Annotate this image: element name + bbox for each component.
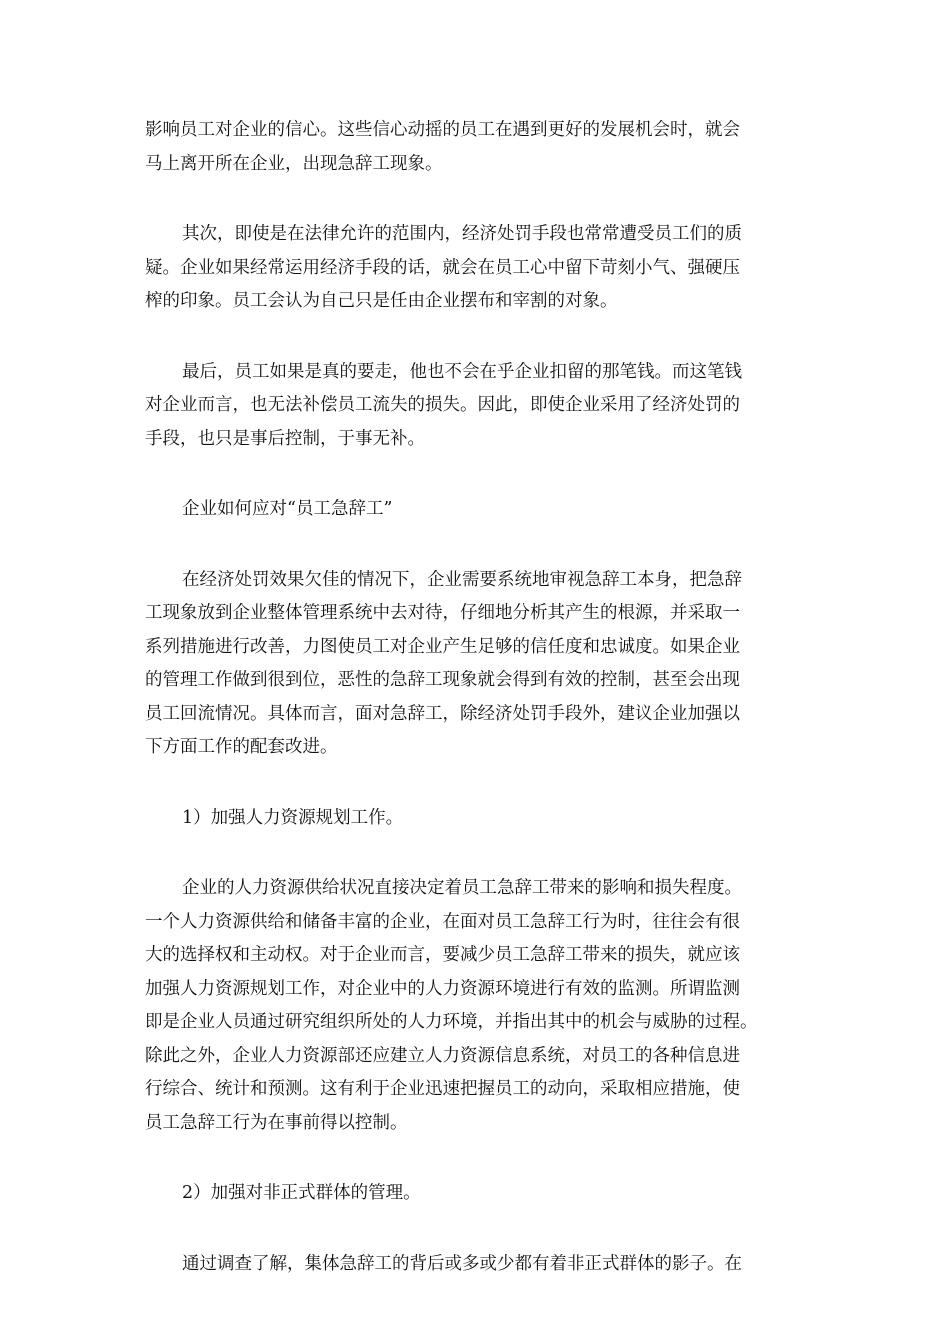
paragraph [145,1248,805,1282]
text-line: 榨的印象。员工会认为自己只是任由企业摆布和宰割的对象。 [145,291,618,311]
paragraph [145,356,805,457]
text-line: 一个人力资源供给和储备丰富的企业，在面对员工急辞工行为时，往往会有很 [145,911,740,932]
text-line: 工现象放到企业整体管理系统中去对待，仔细地分析其产生的根源，并采取一 [145,603,740,623]
text-line: 除此之外，企业人力资源部还应建立人力资源信息系统，对员工的各种信息进 [145,1045,740,1066]
text-line: 即是企业人员通过研究组织所处的人力环境，并指出其中的机会与威胁的过程。 [145,1012,758,1032]
text-line: 企业如何应对“员工急辞工” [182,499,393,519]
text-line: 加强人力资源规划工作，对企业中的人力资源环境进行有效的监测。所谓监测 [145,978,740,999]
text-line: 最后，员工如果是真的要走，他也不会在乎企业扣留的那笔钱。而这笔钱 [182,361,742,382]
paragraph [145,1177,805,1211]
text-line: 员工急辞工行为在事前得以控制。 [145,1112,408,1133]
text-line: 手段，也只是事后控制，于事无补。 [145,428,425,449]
paragraph [145,114,805,181]
text-line: 2）加强对非正式群体的管理。 [182,1183,421,1203]
text-line: 影响员工对企业的信心。这些信心动摇的员工在遇到更好的发展机会时，就会 [145,120,740,140]
text-line: 马上离开所在企业，出现急辞工现象。 [145,153,443,174]
text-line: 疑。企业如果经常运用经济手段的话，就会在员工心中留下苛刻小气、强硬压 [145,257,740,278]
text-line: 员工回流情况。具体而言，面对急辞工，除经济处罚手段外，建议企业加强以 [145,703,740,724]
text-line: 的管理工作做到很到位，恶性的急辞工现象就会得到有效的控制，甚至会出现 [145,670,740,690]
text-line: 其次，即使是在法律允许的范围内，经济处罚手段也常常遭受员工们的质 [182,224,742,244]
text-line: 系列措施进行改善，力图使员工对企业产生足够的信任度和忠诚度。如果企业 [145,636,740,657]
paragraph [145,802,805,836]
text-line: 大的选择权和主动权。对于企业而言，要减少员工急辞工带来的损失，就应该 [145,945,740,965]
paragraph [145,872,805,1140]
paragraph [145,493,805,527]
text-line: 企业的人力资源供给状况直接决定着员工急辞工带来的影响和损失程度。 [182,878,742,898]
text-line: 通过调查了解，集体急辞工的背后或多或少都有着非正式群体的影子。在 [182,1253,742,1274]
text-line: 对企业而言，也无法补偿员工流失的损失。因此，即使企业采用了经济处罚的 [145,395,740,415]
paragraph [145,218,805,319]
text-line: 下方面工作的配套改进。 [145,737,338,757]
paragraph [145,564,805,765]
text-line: 行综合、统计和预测。这有利于企业迅速把握员工的动向，采取相应措施，使 [145,1079,740,1099]
text-line: 在经济处罚效果欠佳的情况下，企业需要系统地审视急辞工本身，把急辞 [182,569,742,590]
text-line: 1）加强人力资源规划工作。 [182,807,404,828]
document-body [145,114,805,1318]
